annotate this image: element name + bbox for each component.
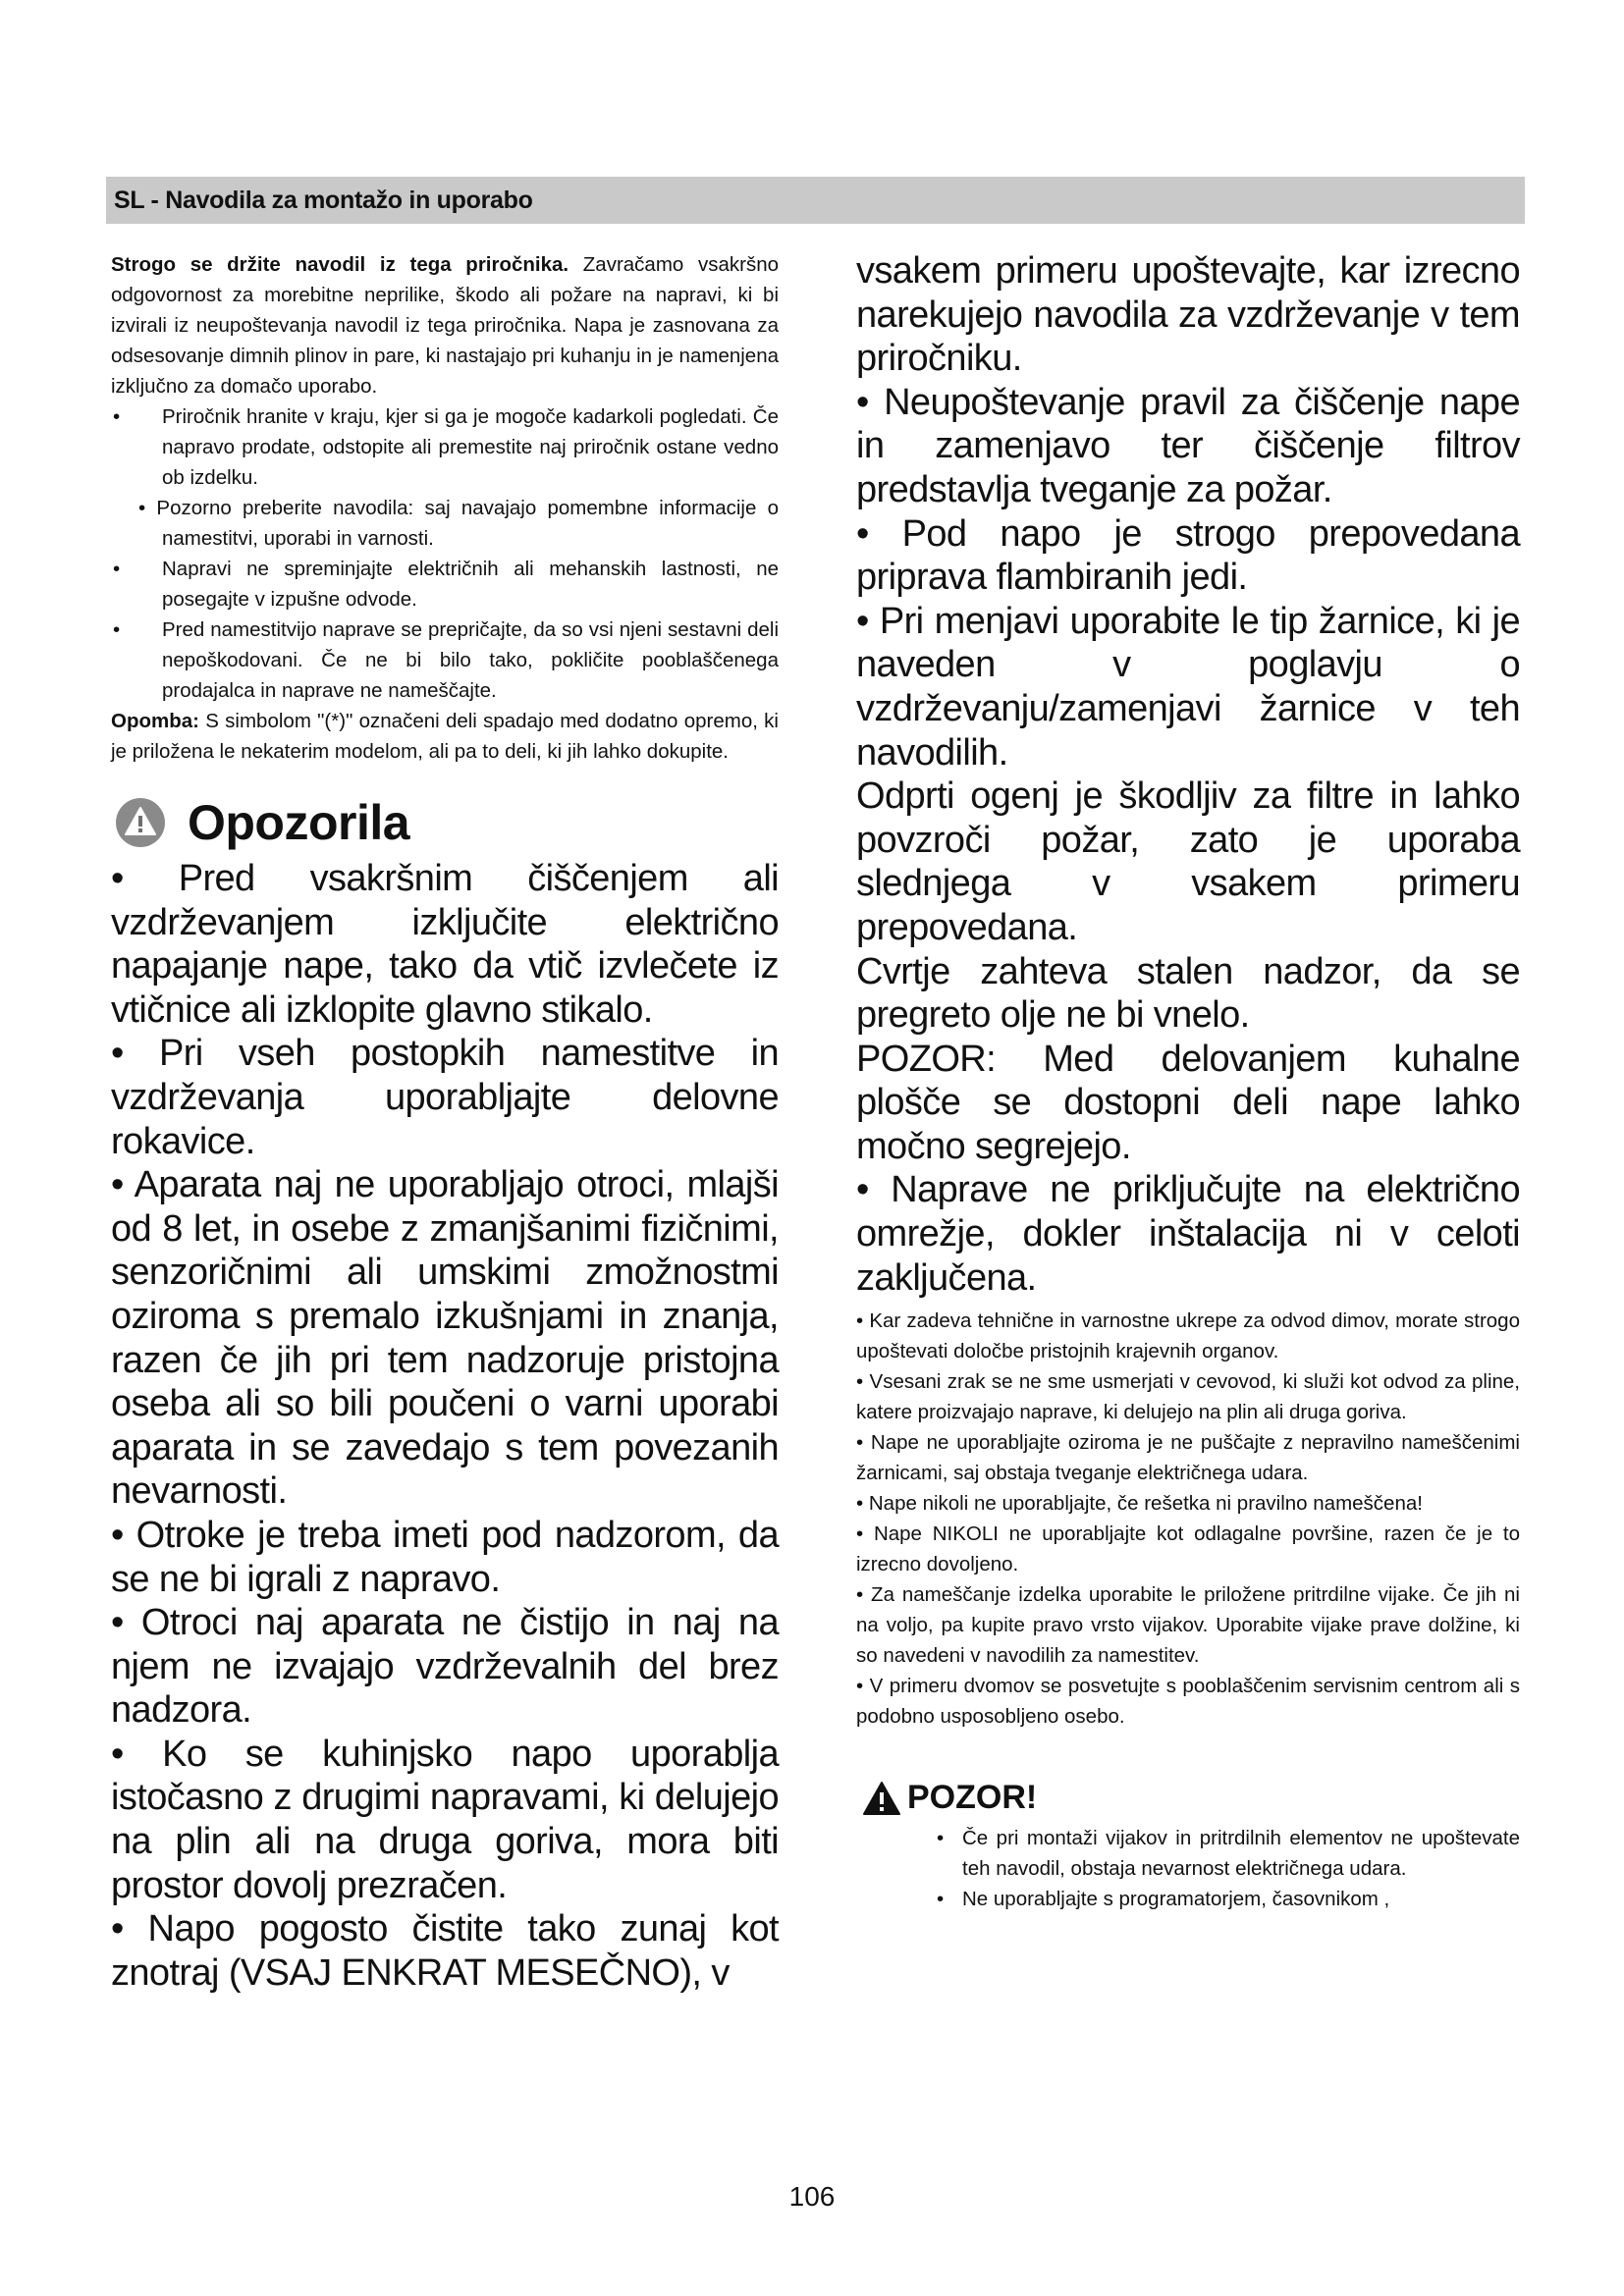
warning-paragraph: • Pred vsakršnim čiščenjem ali vzdrževanjem izključite električno napajanje nape, tako da vtič izvlečete iz vtičnice ali izklopite glavno stikalo. [111,858,779,1031]
warning-small-paragraph: • Nape nikoli ne uporabljajte, če rešetka ni pravilno nameščena! [856,1492,1423,1516]
pozor-item: • Če pri montaži vijakov in pritrdilnih elementov ne upoštevate teh navodil, obstaja nevarnost električnega udara. [937,1827,1520,1881]
warning-paragraph: • Neupoštevanje pravil za čiščenje nape in zamenjavo ter čiščenje filtrov predstavlja tveganje za požar. [856,381,1520,510]
warning-triangle-icon [115,797,166,848]
intro-bullet: • Pred namestitvijo naprave se prepričajte, da so vsi njeni sestavni deli nepoškodovani. Če ne bi bilo tako, pokličite pooblaščenega prodajalca in naprave ne nameščajte. [113,618,779,702]
warning-paragraph: Cvrtje zahteva stalen nadzor, da se pregreto olje ne bi vnelo. [856,950,1520,1037]
intro-bullet-text: Pred namestitvijo naprave se prepričajte, da so vsi njeni sestavni deli nepoškodovani. Če ne bi bilo tako, pokličite pooblaščenega prodajalca in naprave ne nameščajte. [162,618,779,702]
intro-bullet-text: Pozorno preberite navodila: saj navajajo pomembne informacije o namestitvi, uporabi in varnosti. [156,497,780,550]
warning-paragraph: • Napo pogosto čistite tako zunaj kot znotraj (VSAJ ENKRAT MESEČNO), v [111,1908,779,1994]
pozor-heading [856,1779,1520,1817]
warning-paragraph: • Naprave ne priključujte na električno omrežje, dokler inštalacija ni v celoti zaključena. [856,1169,1520,1299]
warning-paragraph: • Aparata naj ne uporabljajo otroci, mlajši od 8 let, in osebe z zmanjšanimi fizičnimi, senzoričnimi ali umskimi zmožnostmi oziroma s premalo izkušnjami in znanja, razen če jih pri tem nadzoruje pristojna oseba ali so bili poučeni o varni uporabi aparata in se zavedajo s tem povezanih nevarnosti. [111,1164,779,1513]
warning-paragraph: • Otroci naj aparata ne čistijo in naj na njem ne izvajajo vzdrževalnih del brez nadzora. [111,1602,779,1732]
pozor-item-text: Če pri montaži vijakov in pritrdilnih elementov ne upoštevate teh navodil, obstaja nevarnost električnega udara. [962,1827,1520,1881]
intro-paragraph [111,249,779,401]
intro-bullet: • Napravi ne spreminjajte električnih ali mehanskih lastnosti, ne posegajte v izpušne odvode. [113,558,779,611]
intro-lead-text: Zavračamo vsakršno odgovornost za morebitne neprilike, škodo ali požare na napravi, ki bi izvirali iz neupoštevanja navodil iz tega priročnika. Napa je zasnovana za odsesovanje dimnih plinov in pare, ki nastajajo pri kuhanju in je namenjena izključno za domačo uporabo. [111,253,779,398]
intro-lead-bold: Strogo se držite navodil iz tega priročnika. [111,253,569,276]
left-column [111,249,779,1995]
warning-small-paragraph: • Nape ne uporabljajte oziroma je ne puščajte z nepravilno nameščenimi žarnicami, saj obstaja tveganje električnega udara. [856,1431,1520,1485]
note-text: S simbolom "(*)" označeni deli spadajo med dodatno opremo, ki je priložena le nekaterim modelom, ali pa to deli, ki jih lahko dokupite. [111,710,779,763]
intro-bullet: • Priročnik hranite v kraju, kjer si ga je mogoče kadarkoli pogledati. Če napravo prodate, odstopite ali premestite naj priročnik ostane vedno ob izdelku. [113,405,779,489]
warning-small-paragraph: • Kar zadeva tehnične in varnostne ukrepe za odvod dimov, morate strogo upoštevati določbe pristojnih krajevnih organov. [856,1309,1520,1363]
right-column [856,249,1520,1914]
pozor-list [856,1823,1520,1914]
warning-paragraph: • Pri vseh postopkih namestitve in vzdrževanja uporabljajte delovne rokavice. [111,1033,779,1162]
warning-paragraph: • Ko se kuhinjsko napo uporablja istočasno z drugimi napravami, ki delujejo na plin ali na druga goriva, mora biti prostor dovolj prezračen. [111,1733,779,1906]
note-label: Opomba: [111,710,199,732]
warning-triangle-icon [862,1781,901,1816]
section-header-bar [106,177,1525,224]
warning-paragraph: POZOR: Med delovanjem kuhalne plošče se dostopni deli nape lahko močno segrejejo. [856,1038,1520,1167]
warning-paragraph: • Pri menjavi uporabite le tip žarnice, ki je naveden v poglavju o vzdrževanju/zamenjavi žarnice v teh navodilih. [856,600,1520,774]
section-title: SL - Navodila za montažo in uporabo [114,187,533,214]
pozor-title: POZOR! [907,1779,1038,1817]
intro-bullet-text: Priročnik hranite v kraju, kjer si ga je mogoče kadarkoli pogledati. Če napravo prodate, odstopite ali premestite naj priročnik ostane vedno ob izdelku. [162,405,779,489]
warning-small-paragraph: • Za nameščanje izdelka uporabite le priložene pritrdilne vijake. Če jih ni na voljo, pa kupite pravo vrsto vijakov. Uporabite vijake prave dolžine, ki so navedeni v navodilih za namestitev. [856,1583,1520,1668]
warning-paragraph: Odprti ogenj je škodljiv za filtre in lahko povzroči požar, zato je uporaba slednjega v vsakem primeru prepovedana. [856,775,1520,948]
warning-small-paragraph: • V primeru dvomov se posvetujte s pooblaščenim servisnim centrom ali s podobno usposobljeno osebo. [856,1675,1520,1729]
warning-small-paragraph: • Vsesani zrak se ne sme usmerjati v cevovod, ki služi kot odvod za pline, katere proizvajajo naprave, ki delujejo na plin ali druga goriva. [856,1370,1520,1424]
intro-bullet-text: Napravi ne spreminjajte električnih ali mehanskih lastnosti, ne posegajte v izpušne odvode. [162,558,779,611]
pozor-item-text: Ne uporabljajte s programatorjem, časovnikom , [962,1888,1390,1911]
warnings-heading [111,794,779,851]
page-number: 106 [788,2181,836,2212]
note-paragraph [111,706,779,767]
warning-paragraph: • Otroke je treba imeti pod nadzorom, da se ne bi igrali z napravo. [111,1514,779,1600]
warning-small-paragraph: • Nape NIKOLI ne uporabljajte kot odlagalne površine, razen če je to izrecno dovoljeno. [856,1522,1520,1576]
warning-paragraph: • Pod napo je strogo prepovedana priprava flambiranih jedi. [856,512,1520,599]
warning-paragraph: vsakem primeru upoštevajte, kar izrecno narekujejo navodila za vzdrževanje v tem priročniku. [856,250,1520,380]
pozor-item: • Ne uporabljajte s programatorjem, časovnikom , [937,1888,1390,1911]
warnings-title: Opozorila [188,795,410,850]
intro-bullet: • Pozorno preberite navodila: saj navajajo pomembne informacije o namestitvi, uporabi in varnosti. [138,497,780,550]
